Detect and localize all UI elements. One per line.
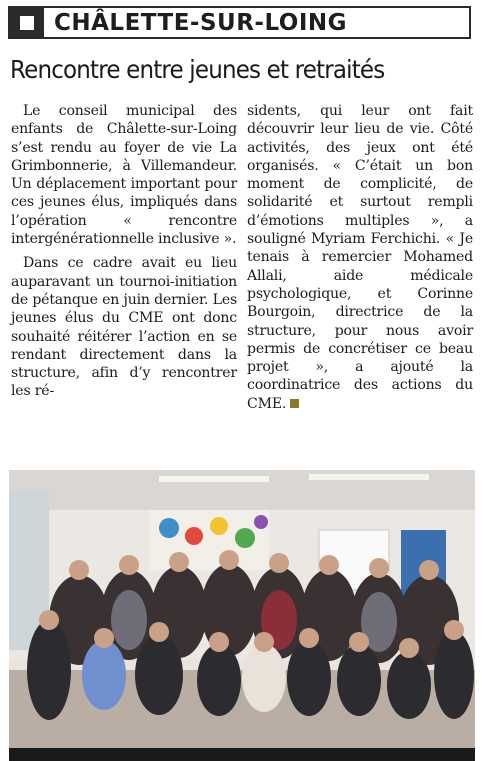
article-column-1 <box>11 102 237 462</box>
section-rubric <box>8 6 471 39</box>
article-body <box>11 102 473 462</box>
article-headline: Rencontre entre jeunes et retraités <box>10 55 385 84</box>
article-column-2 <box>247 102 473 462</box>
paragraph-3-wrapper <box>247 102 473 413</box>
paragraph-1: Le conseil municipal des enfants de Châlette-sur-Loing s’est rendu au foyer de vie La Grimbonnerie, à Villemandeur. Un déplacement important pour ces jeunes élus, impliqués dans l’opération « rencontre intergénérationnelle inclusive ». <box>11 103 237 248</box>
photo-caption-strip <box>9 748 475 761</box>
paragraph-3: sidents, qui leur ont fait découvrir leur lieu de vie. Côté activités, des jeux ont été organisés. « C’était un bon moment de complicité, de solidarité et surtout rempli d’émotions multiples », a souligné Myriam Ferchichi. « Je tenais à remercier Mohamed Allali, aide médicale psychologique, et Corinne Bourgoin, directrice de la structure, pour nous avoir permis de concrétiser ce beau projet », a ajouté la coordinatrice des actions du CME. <box>247 103 473 412</box>
group-photo <box>9 470 475 748</box>
paragraph-2: Dans ce cadre avait eu lieu auparavant un tournoi-initiation de pétanque en juin dernier. Les jeunes élus du CME ont donc souhaité réitérer l’action en se rendant directement dans la structure, afin d’y rencontrer les ré- <box>11 255 237 400</box>
section-title: CHÂLETTE-SUR-LOING <box>54 9 348 36</box>
rubric-square-icon <box>10 8 44 37</box>
end-mark-icon <box>290 399 299 408</box>
